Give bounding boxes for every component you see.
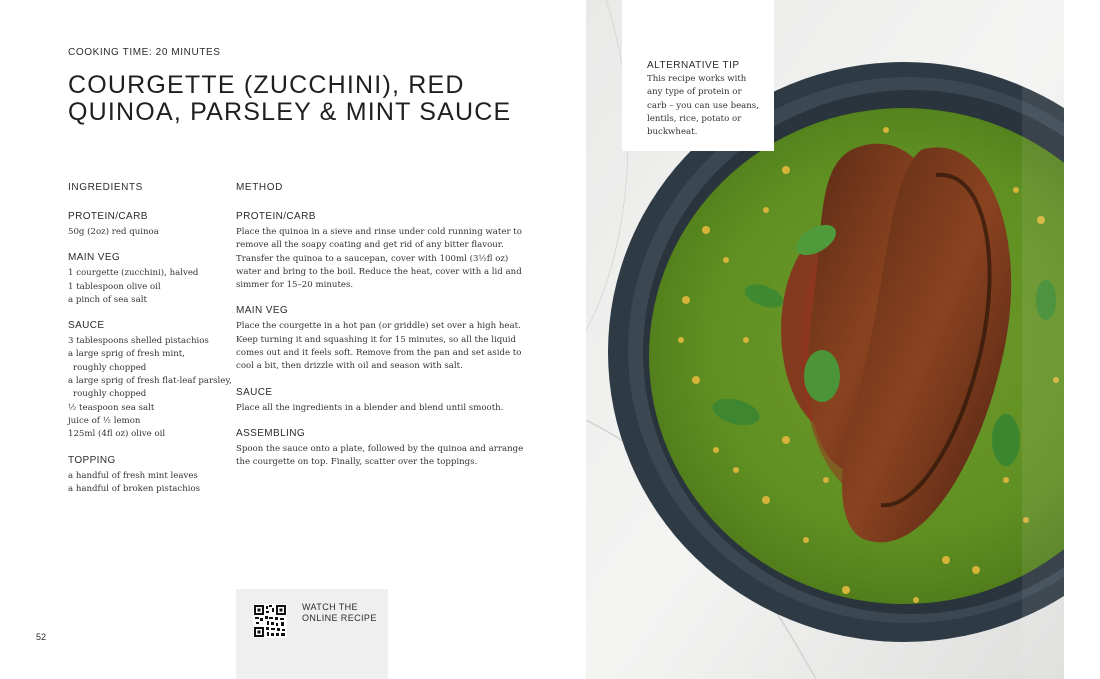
ingredient-line: a large sprig of fresh flat-leaf parsley, bbox=[68, 376, 232, 387]
method-section-heading: MAIN VEG bbox=[236, 305, 289, 317]
ingredient-line: ½ teaspoon sea salt bbox=[68, 402, 155, 413]
ingredient-line: a handful of fresh mint leaves bbox=[68, 470, 198, 481]
ingredients-list bbox=[68, 211, 233, 509]
method-text: Place the quinoa in a sieve and rinse under cold running water to remove all the soapy coating and get rid of any bitter flavour. Transfer the quinoa to a saucepan, cover with 100ml (3½fl oz) water and bring to the boil. Reduce the heat, cover with a lid and simmer for 15–20 minutes. bbox=[236, 227, 522, 291]
ingredients-section-heading: PROTEIN/CARB bbox=[68, 211, 148, 222]
method-section-main-veg bbox=[236, 305, 526, 373]
recipe-title: COURGETTE (ZUCCHINI), RED QUINOA, PARSLEY & MINT SAUCE bbox=[68, 71, 512, 126]
ingredient-line: a large sprig of fresh mint, bbox=[68, 349, 185, 360]
ingredient-line: 1 courgette (zucchini), halved bbox=[68, 268, 199, 279]
online-recipe-box[interactable] bbox=[236, 589, 388, 679]
method-section-heading: SAUCE bbox=[236, 386, 273, 398]
method-section-assembling bbox=[236, 428, 526, 470]
ingredients-section-heading: TOPPING bbox=[68, 454, 116, 466]
alternative-tip-box bbox=[622, 0, 774, 151]
method-text: Place the courgette in a hot pan (or griddle) set over a high heat. Keep turning it and squashing it for 15 minutes, so all the liquid comes out and it feels soft. Remove from the pan and set aside to cool a bit, then drizzle with oil and season with salt. bbox=[236, 321, 522, 372]
method-section-protein bbox=[236, 211, 526, 292]
method-section-heading: PROTEIN/CARB bbox=[236, 211, 316, 222]
cooking-time: COOKING TIME: 20 MINUTES bbox=[68, 47, 221, 58]
method-heading: METHOD bbox=[236, 182, 283, 193]
qr-code-icon[interactable] bbox=[253, 604, 287, 638]
ingredients-section-protein bbox=[68, 211, 233, 239]
qr-label[interactable]: WATCH THE ONLINE RECIPE bbox=[302, 602, 377, 623]
ingredients-heading: INGREDIENTS bbox=[68, 182, 143, 193]
method-text: Place all the ingredients in a blender and blend until smooth. bbox=[236, 402, 504, 413]
method-section-heading: ASSEMBLING bbox=[236, 427, 306, 439]
right-page bbox=[586, 0, 1100, 679]
ingredient-line: roughly chopped bbox=[73, 389, 147, 400]
page-number: 52 bbox=[36, 632, 47, 642]
ingredients-section-topping bbox=[68, 455, 233, 497]
ingredient-line: a pinch of sea salt bbox=[68, 294, 147, 305]
ingredients-section-heading: MAIN VEG bbox=[68, 252, 121, 264]
ingredients-section-main-veg bbox=[68, 252, 233, 307]
tip-heading: ALTERNATIVE TIP bbox=[647, 60, 740, 71]
ingredient-line: 125ml (4fl oz) olive oil bbox=[68, 429, 166, 440]
ingredients-section-heading: SAUCE bbox=[68, 320, 105, 332]
ingredients-section-sauce bbox=[68, 320, 233, 441]
ingredient-line: roughly chopped bbox=[73, 362, 147, 373]
ingredient-line: 50g (2oz) red quinoa bbox=[68, 227, 159, 237]
tip-text: This recipe works with any type of protein or carb – you can use beans, lentils, rice, potato or buckwheat. bbox=[647, 74, 759, 138]
method-text: Spoon the sauce onto a plate, followed by the quinoa and arrange the courgette on top. Finally, scatter over the toppings. bbox=[236, 443, 524, 468]
ingredient-line: 1 tablespoon olive oil bbox=[68, 281, 161, 292]
ingredient-line: juice of ½ lemon bbox=[68, 415, 141, 426]
method-section-sauce bbox=[236, 387, 526, 415]
method-steps bbox=[236, 211, 526, 483]
ingredient-line: a handful of broken pistachios bbox=[68, 483, 201, 494]
ingredient-line: 3 tablespoons shelled pistachios bbox=[68, 336, 209, 347]
